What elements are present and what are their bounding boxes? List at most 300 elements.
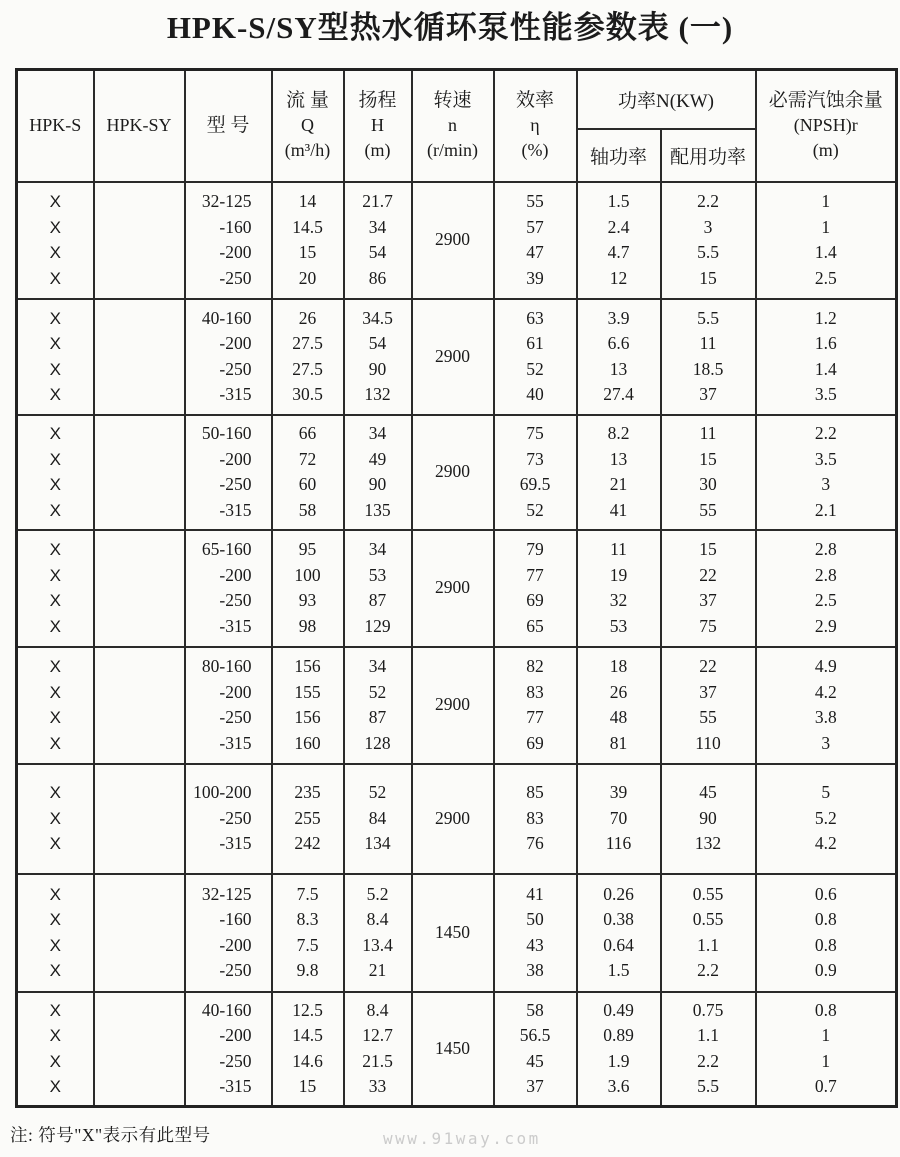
model-value: -250 <box>219 590 252 610</box>
model-value: 32-125 <box>201 191 252 211</box>
shaft-value: 3.9 <box>607 307 630 328</box>
hpk-sy-value <box>95 421 184 447</box>
eff-value: 38 <box>526 960 544 980</box>
npsh-cell <box>756 874 897 992</box>
model-value: -315 <box>219 833 252 854</box>
eff-value: 65 <box>526 615 544 636</box>
flow-value: 14.5 <box>292 216 323 237</box>
head-cell <box>344 992 412 1107</box>
eff-value: 40 <box>526 384 544 404</box>
shaft-value: 39 <box>609 782 628 803</box>
pump-series-block-row <box>17 764 897 874</box>
npsh-cell <box>756 530 897 647</box>
pump-series-block-row <box>17 299 897 415</box>
motor-value: 3 <box>703 216 713 237</box>
speed-cell <box>412 299 494 415</box>
motor-cell <box>661 415 756 530</box>
motor-value: 22 <box>699 564 717 585</box>
hpk-s-value: X <box>49 616 61 636</box>
npsh-value: 1 <box>821 1025 831 1046</box>
npsh-value: 2.2 <box>814 423 837 443</box>
col-header-rated-power: 配用功率 <box>661 129 756 182</box>
page-title: HPK-S/SY型热水循环泵性能参数表 (一) <box>166 10 734 45</box>
eff-cell <box>494 182 577 299</box>
col-header-hpk-sy <box>94 70 185 182</box>
speed-cell <box>412 182 494 299</box>
model-value: 80-160 <box>201 656 252 676</box>
npsh-value: 2.9 <box>814 615 837 636</box>
motor-cell <box>661 647 756 764</box>
hpk-s-value: X <box>49 359 61 379</box>
flow-value: 98 <box>298 615 317 636</box>
motor-cell <box>661 182 756 299</box>
table-header <box>17 70 897 182</box>
shaft-cell <box>577 530 661 647</box>
shaft-value: 1.5 <box>607 191 630 211</box>
model-cell <box>185 992 272 1107</box>
hpk-sy-value <box>95 907 184 933</box>
speed-value: 2900 <box>435 694 470 715</box>
motor-value: 1.1 <box>697 1025 719 1046</box>
model-value: 100-200 <box>193 782 252 803</box>
shaft-value: 26 <box>609 681 628 702</box>
eff-value: 76 <box>526 833 544 854</box>
head-value: 21 <box>368 960 387 980</box>
hpk-sy-value <box>95 537 184 563</box>
hpk-sy-value <box>95 1074 184 1100</box>
motor-value: 15 <box>699 448 717 469</box>
head-cell <box>344 647 412 764</box>
shaft-value: 116 <box>605 833 632 854</box>
hpk-s-cell <box>17 182 94 299</box>
col-header-symbol: Q <box>301 115 314 136</box>
hpk-sy-cell <box>94 182 185 299</box>
hpk-sy-value <box>95 831 184 857</box>
head-value: 52 <box>368 782 387 803</box>
motor-value: 37 <box>699 590 717 610</box>
col-header-label: HPK-S <box>29 115 82 136</box>
flow-value: 7.5 <box>296 934 319 955</box>
eff-cell <box>494 647 577 764</box>
hpk-sy-cell <box>94 530 185 647</box>
flow-value: 8.3 <box>296 909 319 929</box>
shaft-cell <box>577 182 661 299</box>
hpk-s-cell <box>17 992 94 1107</box>
flow-value: 27.5 <box>292 358 323 379</box>
npsh-value: 1.2 <box>814 307 837 328</box>
flow-value: 14 <box>298 191 317 211</box>
head-value: 86 <box>368 267 387 288</box>
shaft-cell <box>577 299 661 415</box>
hpk-s-value: X <box>49 834 61 854</box>
eff-value: 69 <box>526 732 544 753</box>
model-value: -200 <box>219 333 252 353</box>
motor-value: 15 <box>699 267 717 288</box>
col-header-power-group: 功率N(KW) <box>577 70 756 129</box>
eff-cell <box>494 992 577 1107</box>
col-header-label: 效率 <box>515 90 554 112</box>
motor-value: 55 <box>699 707 717 727</box>
eff-value: 83 <box>526 681 544 702</box>
eff-value: 75 <box>526 423 544 443</box>
npsh-value: 0.7 <box>814 1076 837 1097</box>
hpk-s-value: X <box>49 449 61 469</box>
hpk-s-value: X <box>49 424 61 443</box>
head-value: 87 <box>368 707 387 727</box>
shaft-value: 48 <box>609 707 628 727</box>
hpk-sy-cell <box>94 992 185 1107</box>
model-value: -200 <box>219 242 252 262</box>
shaft-value: 6.6 <box>607 333 630 353</box>
model-cell <box>185 647 272 764</box>
shaft-value: 1.9 <box>607 1050 630 1071</box>
col-header-symbol: η <box>530 115 540 136</box>
model-value: -160 <box>219 909 252 929</box>
npsh-value: 5 <box>821 782 831 803</box>
head-value: 21.7 <box>362 191 393 211</box>
hpk-s-cell <box>17 530 94 647</box>
model-value: -250 <box>219 707 252 727</box>
hpk-sy-cell <box>94 874 185 992</box>
motor-value: 90 <box>699 807 717 828</box>
flow-cell <box>272 299 344 415</box>
shaft-value: 1.5 <box>607 960 630 980</box>
hpk-sy-value <box>95 331 184 357</box>
head-value: 84 <box>368 807 387 828</box>
eff-value: 55 <box>526 191 544 211</box>
hpk-s-value: X <box>49 334 61 353</box>
model-cell <box>185 299 272 415</box>
hpk-s-value: X <box>49 475 61 494</box>
flow-value: 15 <box>298 1076 317 1097</box>
motor-value: 55 <box>699 499 717 520</box>
head-value: 33 <box>368 1076 387 1097</box>
npsh-value: 3.5 <box>814 384 837 404</box>
flow-value: 255 <box>294 807 321 828</box>
hpk-s-value: X <box>49 910 61 929</box>
pump-series-block-row <box>17 182 897 299</box>
shaft-value: 13 <box>609 448 628 469</box>
pump-series-block-row <box>17 874 897 992</box>
flow-value: 58 <box>298 499 317 520</box>
hpk-s-value: X <box>49 308 61 328</box>
motor-cell <box>661 874 756 992</box>
shaft-value: 0.89 <box>603 1025 634 1046</box>
table-body <box>17 182 897 1107</box>
speed-value: 2900 <box>435 577 470 598</box>
hpk-s-value: X <box>49 682 61 702</box>
eff-cell <box>494 874 577 992</box>
model-cell <box>185 182 272 299</box>
hpk-s-cell <box>17 874 94 992</box>
hpk-sy-value <box>95 1049 184 1075</box>
npsh-value: 1.4 <box>814 242 837 262</box>
eff-cell <box>494 415 577 530</box>
eff-value: 39 <box>526 267 544 288</box>
eff-value: 52 <box>526 499 544 520</box>
col-header-efficiency <box>494 70 577 182</box>
npsh-value: 4.2 <box>814 681 837 702</box>
model-value: 40-160 <box>201 999 252 1020</box>
speed-value: 1450 <box>435 921 470 942</box>
npsh-value: 0.8 <box>814 909 837 929</box>
model-value: -200 <box>219 1025 252 1046</box>
flow-value: 9.8 <box>296 960 319 980</box>
hpk-sy-value <box>95 614 184 640</box>
npsh-value: 4.9 <box>814 656 837 676</box>
eff-value: 82 <box>526 656 544 676</box>
npsh-value: 2.1 <box>814 499 837 520</box>
npsh-value: 1.4 <box>814 358 837 379</box>
motor-value: 15 <box>699 539 717 559</box>
col-header-unit: (m) <box>812 140 839 161</box>
npsh-value: 1 <box>821 216 831 237</box>
head-value: 34 <box>368 216 387 237</box>
hpk-s-value: X <box>49 657 61 676</box>
head-value: 5.2 <box>366 883 389 904</box>
shaft-value: 70 <box>609 807 628 828</box>
motor-value: 2.2 <box>697 1050 719 1071</box>
motor-value: 132 <box>694 833 722 854</box>
flow-value: 7.5 <box>296 883 319 904</box>
col-header-unit: (%) <box>521 140 549 161</box>
flow-value: 72 <box>298 448 317 469</box>
head-cell <box>344 182 412 299</box>
speed-value: 2900 <box>435 807 470 828</box>
hpk-s-value: X <box>49 1000 61 1020</box>
hpk-s-value: X <box>49 884 61 904</box>
npsh-value: 5.2 <box>814 807 837 828</box>
flow-cell <box>272 647 344 764</box>
eff-value: 79 <box>526 539 544 559</box>
hpk-s-value: X <box>49 243 61 262</box>
motor-value: 2.2 <box>697 191 719 211</box>
hpk-sy-value <box>95 731 184 757</box>
col-header-model <box>185 70 272 182</box>
flow-value: 15 <box>298 242 317 262</box>
hpk-sy-value <box>95 357 184 383</box>
npsh-value: 3.5 <box>814 448 837 469</box>
eff-cell <box>494 764 577 874</box>
head-value: 90 <box>368 358 387 379</box>
npsh-value: 3 <box>821 474 831 494</box>
npsh-value: 4.2 <box>814 833 837 854</box>
hpk-s-value: X <box>49 733 61 753</box>
hpk-s-cell <box>17 415 94 530</box>
pump-performance-table <box>15 68 898 1108</box>
col-header-npsh <box>756 70 897 182</box>
shaft-cell <box>577 415 661 530</box>
flow-value: 156 <box>294 656 321 676</box>
npsh-value: 2.5 <box>814 267 837 288</box>
npsh-value: 1.6 <box>814 333 837 353</box>
eff-value: 43 <box>526 934 544 955</box>
hpk-sy-value <box>95 472 184 498</box>
model-value: 50-160 <box>201 423 252 443</box>
flow-value: 30.5 <box>292 384 323 404</box>
hpk-sy-value <box>95 240 184 266</box>
hpk-sy-value <box>95 705 184 731</box>
flow-cell <box>272 182 344 299</box>
head-value: 129 <box>364 615 391 636</box>
head-value: 87 <box>368 590 387 610</box>
hpk-sy-value <box>95 215 184 241</box>
eff-value: 52 <box>526 358 544 379</box>
motor-value: 0.55 <box>692 883 724 904</box>
hpk-sy-cell <box>94 647 185 764</box>
motor-value: 30 <box>699 474 717 494</box>
eff-value: 37 <box>526 1076 544 1097</box>
flow-value: 12.5 <box>292 999 323 1020</box>
hpk-s-value: X <box>49 808 61 828</box>
head-cell <box>344 299 412 415</box>
head-value: 21.5 <box>362 1050 393 1071</box>
shaft-value: 0.26 <box>603 883 634 904</box>
col-header-unit: (m) <box>364 140 391 161</box>
motor-cell <box>661 992 756 1107</box>
head-value: 34 <box>368 539 387 559</box>
hpk-sy-value <box>95 933 184 959</box>
col-header-label: 型 号 <box>206 115 250 137</box>
hpk-s-value: X <box>49 565 61 585</box>
model-value: -250 <box>219 807 252 828</box>
shaft-value: 18 <box>609 656 628 676</box>
motor-value: 11 <box>699 333 717 353</box>
speed-cell <box>412 647 494 764</box>
head-value: 12.7 <box>362 1025 393 1046</box>
motor-value: 2.2 <box>697 960 719 980</box>
shaft-value: 8.2 <box>607 423 630 443</box>
head-value: 135 <box>364 499 391 520</box>
eff-value: 47 <box>526 242 544 262</box>
speed-value: 2900 <box>435 229 470 250</box>
hpk-sy-cell <box>94 299 185 415</box>
head-value: 49 <box>368 448 387 469</box>
npsh-value: 2.8 <box>814 564 837 585</box>
hpk-sy-value <box>95 498 184 524</box>
flow-cell <box>272 530 344 647</box>
npsh-value: 2.5 <box>814 590 837 610</box>
col-header-unit: (m³/h) <box>284 140 331 161</box>
motor-value: 18.5 <box>692 358 724 379</box>
speed-cell <box>412 992 494 1107</box>
speed-value: 2900 <box>435 461 470 482</box>
hpk-s-value: X <box>49 217 61 237</box>
watermark: www.91way.com <box>383 1129 541 1148</box>
hpk-s-value: X <box>49 1026 61 1046</box>
head-value: 8.4 <box>366 909 389 929</box>
model-value: -250 <box>219 1050 252 1071</box>
model-value: 65-160 <box>201 539 252 559</box>
hpk-sy-value <box>95 882 184 908</box>
flow-value: 60 <box>298 474 317 494</box>
npsh-cell <box>756 415 897 530</box>
col-header-label: 转速 <box>433 90 472 112</box>
hpk-s-value: X <box>49 1077 61 1097</box>
motor-cell <box>661 764 756 874</box>
hpk-s-value: X <box>49 192 61 211</box>
npsh-value: 2.8 <box>814 539 837 559</box>
hpk-sy-value <box>95 306 184 332</box>
hpk-s-value: X <box>49 540 61 559</box>
head-value: 52 <box>368 681 387 702</box>
model-cell <box>185 415 272 530</box>
head-value: 54 <box>368 242 387 262</box>
col-header-label: 必需汽蚀余量 <box>768 90 883 112</box>
flow-value: 93 <box>298 590 317 610</box>
hpk-sy-value <box>95 806 184 832</box>
flow-value: 242 <box>294 833 321 854</box>
head-value: 53 <box>368 564 387 585</box>
eff-value: 61 <box>526 333 544 353</box>
hpk-s-value: X <box>49 385 61 404</box>
npsh-value: 3.8 <box>814 707 837 727</box>
model-cell <box>185 874 272 992</box>
model-value: -315 <box>219 1076 252 1097</box>
head-value: 34 <box>368 423 387 443</box>
model-value: -160 <box>219 216 252 237</box>
npsh-value: 0.8 <box>814 999 837 1020</box>
npsh-value: 0.8 <box>814 934 837 955</box>
model-value: 32-125 <box>201 883 252 904</box>
flow-value: 14.6 <box>292 1050 323 1071</box>
pump-series-block-row <box>17 415 897 530</box>
flow-value: 27.5 <box>292 333 323 353</box>
head-value: 13.4 <box>362 934 393 955</box>
hpk-sy-value <box>95 680 184 706</box>
col-header-hpk-s <box>17 70 94 182</box>
hpk-s-value: X <box>49 268 61 288</box>
model-cell <box>185 530 272 647</box>
shaft-value: 32 <box>609 590 628 610</box>
shaft-value: 2.4 <box>607 216 630 237</box>
speed-cell <box>412 764 494 874</box>
footnote: 注: 符号"X"表示有此型号 <box>10 1125 211 1145</box>
motor-value: 1.1 <box>697 934 719 955</box>
hpk-sy-value <box>95 382 184 408</box>
head-value: 54 <box>368 333 387 353</box>
shaft-value: 27.4 <box>603 384 634 404</box>
flow-cell <box>272 874 344 992</box>
motor-value: 11 <box>699 423 717 443</box>
head-value: 90 <box>368 474 387 494</box>
eff-cell <box>494 299 577 415</box>
flow-cell <box>272 415 344 530</box>
model-value: -315 <box>219 732 252 753</box>
shaft-value: 3.6 <box>607 1076 630 1097</box>
pump-series-block-row <box>17 530 897 647</box>
model-value: 40-160 <box>201 307 252 328</box>
model-value: -315 <box>219 615 252 636</box>
col-header-speed <box>412 70 494 182</box>
eff-value: 83 <box>526 807 544 828</box>
eff-value: 69.5 <box>519 474 551 494</box>
head-value: 132 <box>364 384 391 404</box>
head-value: 8.4 <box>366 999 389 1020</box>
shaft-cell <box>577 764 661 874</box>
eff-value: 57 <box>526 216 544 237</box>
hpk-s-value: X <box>49 783 61 803</box>
hpk-sy-value <box>95 780 184 806</box>
eff-cell <box>494 530 577 647</box>
npsh-cell <box>756 992 897 1107</box>
col-header-shaft-power: 轴功率 <box>577 129 661 182</box>
hpk-sy-value <box>95 1023 184 1049</box>
shaft-cell <box>577 992 661 1107</box>
motor-value: 75 <box>699 615 717 636</box>
shaft-value: 19 <box>609 564 628 585</box>
shaft-cell <box>577 647 661 764</box>
